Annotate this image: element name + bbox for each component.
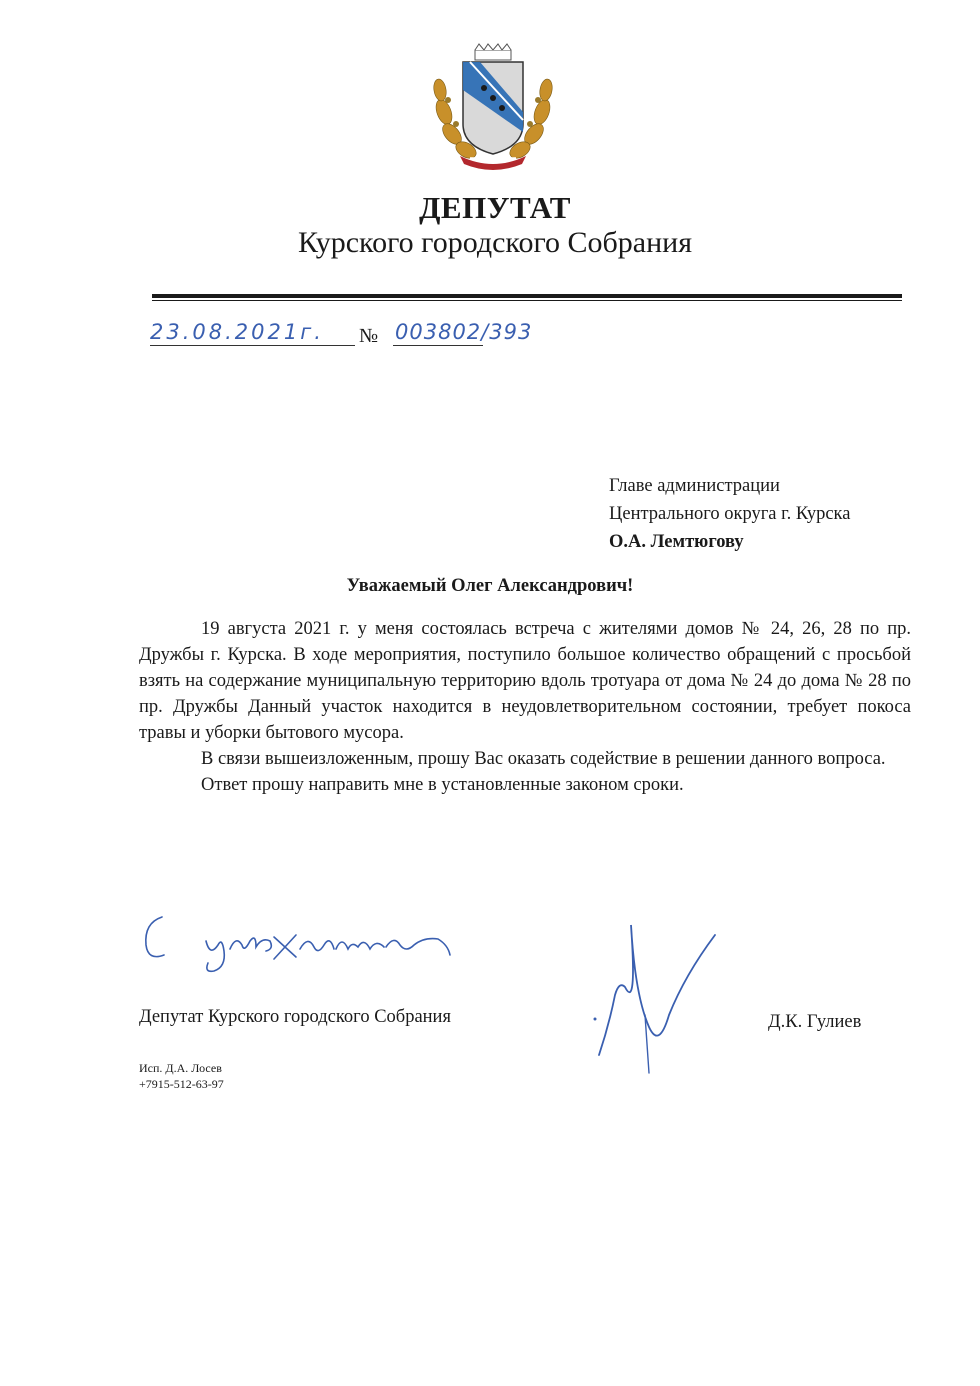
signer-name: Д.К. Гулиев	[768, 1012, 862, 1032]
body-paragraph-3: Ответ прошу направить мне в установленные законом сроки.	[201, 775, 684, 795]
signature	[585, 915, 725, 1075]
registration-number: 003802/393	[395, 320, 533, 344]
body-paragraph-1: 19 августа 2021 г. у меня состоялась встреча с жителями домов № 24, 26, 28 по пр. Дружбы г. Курска. В ходе мероприятия, поступило большое количество обращений с просьбой взять на содержание муниципальную территорию вдоль тротуара от дома № 24 до дома № 28 по пр. Дружбы Данный участок находится в неудовлетворительном состоянии, требует покоса травы и уборки бытового мусора.	[139, 619, 911, 743]
coat-of-arms-emblem	[430, 42, 556, 170]
header-subtitle: Курского городского Собрания	[297, 226, 693, 259]
executor-phone: +7915-512-63-97	[139, 1077, 224, 1091]
registration-date: 23.08.2021г.	[150, 320, 324, 344]
addressee-name: О.А. Лемтюгову	[609, 532, 744, 552]
executor-name: Исп. Д.А. Лосев	[139, 1061, 222, 1075]
salutation: Уважаемый Олег Александрович!	[346, 576, 634, 596]
signer-title: Депутат Курского городского Собрания	[139, 1007, 451, 1027]
addressee-line-1: Главе администрации	[609, 476, 780, 496]
body-paragraph-2: В связи вышеизложенным, прошу Вас оказать содействие в решении данного вопроса.	[201, 749, 886, 769]
registration-date-underline	[150, 345, 355, 346]
header-divider-thick	[152, 294, 902, 298]
header-title: ДЕПУТАТ	[419, 190, 571, 225]
registration-number-label: №	[359, 325, 379, 347]
addressee-block	[609, 472, 850, 556]
registration-number-underline	[393, 345, 483, 346]
addressee-line-2: Центрального округа г. Курска	[609, 504, 851, 524]
executor-info	[139, 1060, 224, 1092]
header-divider-thin	[152, 300, 902, 301]
letter-body	[139, 616, 911, 798]
handwritten-closing	[138, 905, 458, 975]
